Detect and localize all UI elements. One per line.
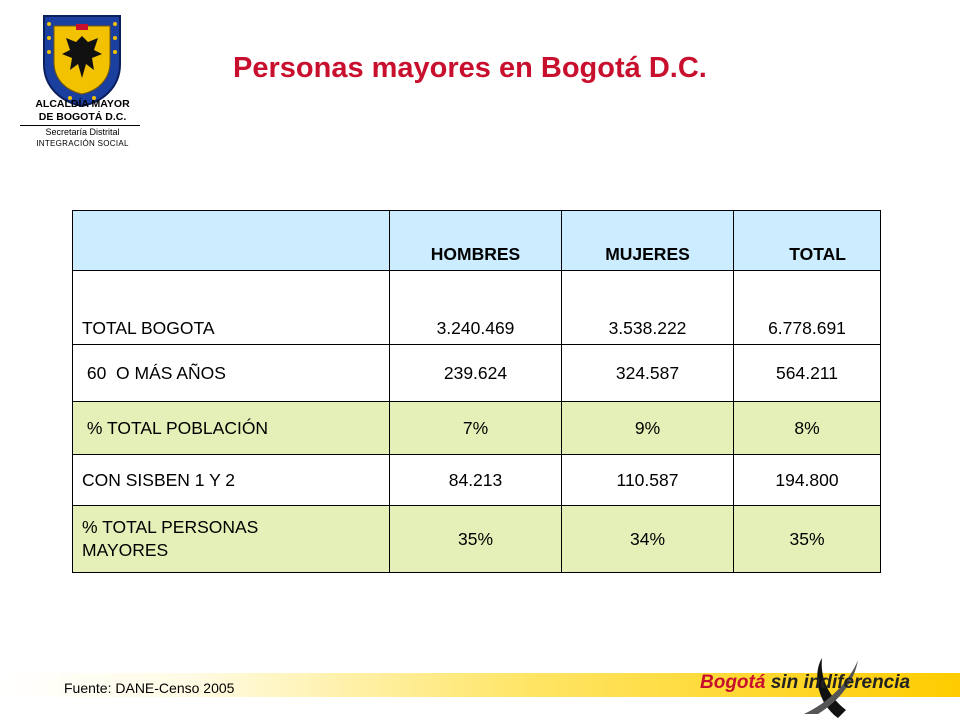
cell-mujeres: 34% (562, 506, 734, 573)
cell-mujeres: 110.587 (562, 455, 734, 506)
brand-part-1: Bogotá (700, 672, 766, 693)
row-label: % TOTAL PERSONAS MAYORES (73, 506, 390, 573)
cell-total: 8% (734, 402, 881, 455)
row-label: 60 O MÁS AÑOS (73, 345, 390, 402)
header-cell-total: TOTAL (734, 211, 881, 271)
brand-part-2: sin indiferencia (770, 672, 911, 693)
table-row (73, 271, 881, 345)
population-table (72, 210, 881, 573)
cell-mujeres: 3.538.222 (562, 271, 734, 345)
cell-total: 564.211 (734, 345, 881, 402)
logo-line-3: Secretaría Distrital (45, 127, 120, 137)
header-cell-empty (73, 211, 390, 271)
table-row (73, 455, 881, 506)
brand-wordmark (700, 672, 910, 694)
cell-total: 194.800 (734, 455, 881, 506)
bogota-shield-icon (40, 12, 124, 108)
cell-hombres: 7% (390, 402, 562, 455)
table-row (73, 402, 881, 455)
logo-line-2: DE BOGOTÁ D.C. (38, 111, 127, 123)
cell-mujeres: 9% (562, 402, 734, 455)
header-cell-mujeres: MUJERES (562, 211, 734, 271)
row-label: CON SISBEN 1 Y 2 (73, 455, 390, 506)
table-row (73, 345, 881, 402)
cell-hombres: 3.240.469 (390, 271, 562, 345)
cell-hombres: 35% (390, 506, 562, 573)
cell-hombres: 84.213 (390, 455, 562, 506)
header-cell-hombres: HOMBRES (390, 211, 562, 271)
row-label: TOTAL BOGOTA (73, 271, 390, 345)
cell-total: 35% (734, 506, 881, 573)
source-note: Fuente: DANE-Censo 2005 (64, 680, 235, 696)
row-label: % TOTAL POBLACIÓN (73, 402, 390, 455)
alcaldia-logo (20, 12, 145, 152)
table-header-row (73, 211, 881, 271)
cell-mujeres: 324.587 (562, 345, 734, 402)
logo-line-4: INTEGRACIÓN SOCIAL (36, 139, 129, 148)
bogota-sin-indiferencia-logo (700, 652, 945, 720)
cell-total: 6.778.691 (734, 271, 881, 345)
logo-line-1: ALCALDÍA MAYOR (35, 98, 130, 110)
table-row (73, 506, 881, 573)
page-title: Personas mayores en Bogotá D.C. (233, 52, 707, 84)
cell-hombres: 239.624 (390, 345, 562, 402)
logo-divider (20, 125, 140, 126)
